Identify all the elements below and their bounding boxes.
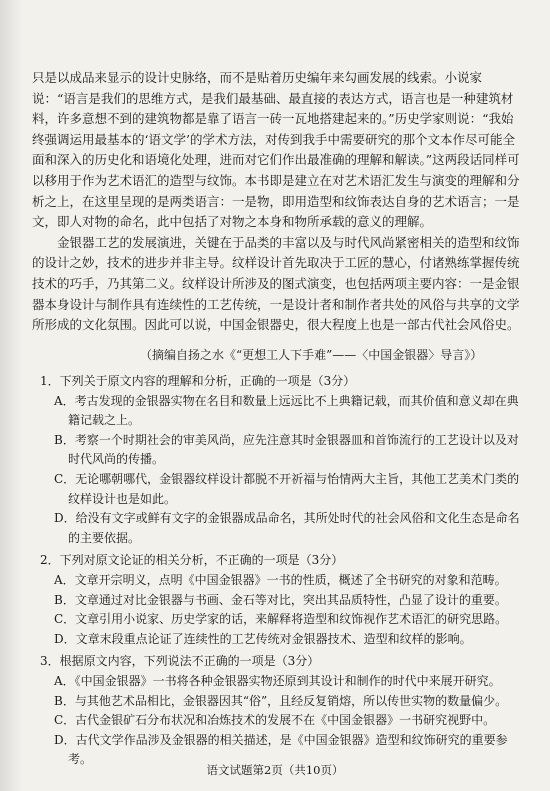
option-d: D．文章末段重点论证了连续性的工艺传统对金银器技术、造型和纹样的影响。 <box>54 631 472 646</box>
option-a: A．《中国金银器》一书将各种金银器实物还原到其设计和制作的时代中来展开研究。 <box>54 673 501 688</box>
option-d: D．古代文学作品涉及金银器的相关描述，是《中国金银器》造型和纹饰研究的重要参考。 <box>54 732 508 767</box>
passage-paragraph-2: 金银器工艺的发展演进，关键在于品类的丰富以及与时代风尚紧密相关的造型和纹饰的设计之妙，技术的进步并非主导。纹样设计首先取决于工匠的慧心，付诸熟练掌握传统技术的巧手，乃其第二义。纹样设计所涉及的图式演变，也包括两项主要内容：一是金银器本身设计与制作具有连续性的工艺传统，一是设计者和制作者共处的风俗与共享的文学所形成的文化氛围。因此可以说，中国金银器史，很大程度上也是一部古代社会风俗史。 <box>32 234 520 333</box>
question-3 <box>32 652 522 770</box>
question-2 <box>32 551 522 649</box>
question-stem: 2．下列对原文论证的相关分析，不正确的一项是（3分） <box>40 553 344 568</box>
option-c: C．无论哪朝哪代，金银器纹样设计都脱不开祈福与怡情两大主旨，其他工艺美术门类的纹样设计也是如此。 <box>54 471 520 506</box>
option-c: C．古代金银矿石分布状况和冶炼技术的发展不在《中国金银器》一书研究视野中。 <box>54 713 496 728</box>
question-list <box>32 372 522 770</box>
option-b: B．与其他艺术品相比，金银器因其“俗”，且经反复销熔，所以传世实物的数量偏少。 <box>54 693 508 708</box>
option-a: A．文章开宗明义，点明《中国金银器》一书的性质，概述了全书研究的对象和范畴。 <box>54 572 507 587</box>
reading-passage <box>32 68 522 336</box>
option-c: C．文章引用小说家、历史学家的话，来解释将造型和纹饰视作艺术语汇的研究思路。 <box>54 612 508 627</box>
page-footer: 语文试题第2页（共10页） <box>206 763 344 777</box>
question-stem: 3．根据原文内容，下列说法不正确的一项是（3分） <box>40 654 320 669</box>
option-d: D．给没有文字或鲜有文字的金银器成品命名，其所处时代的社会风俗和文化生态是命名的主要依据。 <box>54 511 520 545</box>
scan-edge-shadow <box>0 0 22 791</box>
passage-paragraph-1: 只是以成品来显示的设计史脉络，而不是贴着历史编年来勾画发展的线索。小说家说：“语言是我们的思维方式，是我们最基础、最直接的表达方式，语言也是一种建筑材料，许多意想不到的建筑物都是靠了语言一砖一瓦地搭建起来的。”历史学家则说：“我始终强调运用最基本的‘语文学’的学术方法，对传到我手中需要研究的那个文本作尽可能全面和深入的历史化和语境化处理，进而对它们作出最准确的理解和解读。”这两段话同样可以移用于作为艺术语汇的造型与纹饰。本书即是建立在对艺术语汇发生与演变的理解和分析之上，在这里呈现的是两类语言：一是物，即用造型和纹饰表达自身的艺术语言；一是文，即人对物的命名，此中包括了对物之本身和物所承载的意义的理解。 <box>32 70 520 230</box>
passage-source: （摘编自扬之水《“更想工人下手难”——〈中国金银器〉导言》） <box>140 348 483 362</box>
question-stem: 1．下列关于原文内容的理解和分析，正确的一项是（3分） <box>40 374 356 388</box>
option-b: B．文章通过对比金银器与书画、金石等对比，突出其品质特性，凸显了设计的重要。 <box>54 592 507 607</box>
option-b: B．考察一个时期社会的审美风尚，应先注意其时金银器皿和首饰流行的工艺设计以及对时代风尚的传播。 <box>54 432 519 467</box>
question-1 <box>32 372 522 548</box>
option-a: A．考古发现的金银器实物在名目和数量上远远比不上典籍记载，而其价值和意义却在典籍记载之上。 <box>54 393 519 428</box>
